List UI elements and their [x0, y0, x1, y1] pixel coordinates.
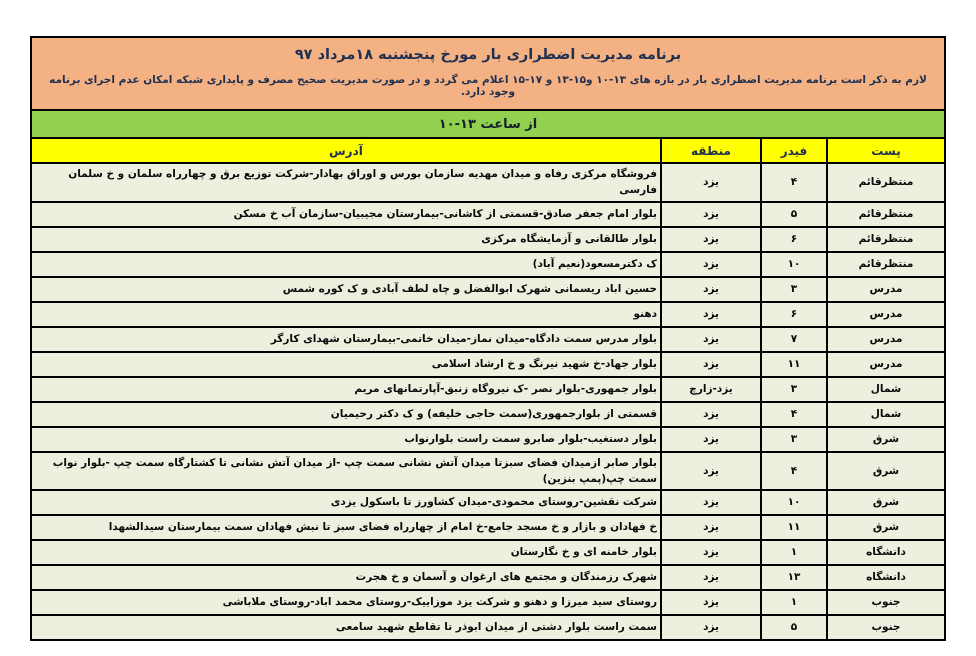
cell-feeder: ۴: [761, 163, 827, 202]
cell-address: حسین اباد ریسمانی شهرک ابوالفضل و چاه لطف آبادی و ک کوره شمس: [31, 277, 661, 302]
cell-address: ک دکترمسعود(نعیم آباد): [31, 252, 661, 277]
cell-address: بلوار مدرس سمت دادگاه-میدان نماز-میدان خاتمی-بیمارستان شهدای کارگر: [31, 327, 661, 352]
cell-region: یزد: [661, 302, 761, 327]
cell-region: یزد: [661, 565, 761, 590]
cell-post: دانشگاه: [827, 540, 945, 565]
table-row: [31, 427, 945, 452]
cell-feeder: ۵: [761, 202, 827, 227]
cell-address: دهنو: [31, 302, 661, 327]
page-subtitle: لازم به ذکر است برنامه مدیریت اضطراری بار در بازه های ۱۳-۱۰ و۱۵-۱۳ و ۱۷-۱۵ اعلام می گردد و در صورت مدیریت صحیح مصرف و پایداری شبکه امکان عدم اجرای برنامه وجود دارد.: [49, 74, 927, 98]
table-row: [31, 490, 945, 515]
table-row: [31, 540, 945, 565]
cell-region: یزد-زارچ: [661, 377, 761, 402]
table-row: [31, 227, 945, 252]
cell-region: یزد: [661, 277, 761, 302]
time-band: [31, 110, 945, 138]
table-row: [31, 402, 945, 427]
cell-region: یزد: [661, 252, 761, 277]
cell-feeder: ۴: [761, 452, 827, 491]
table-row: [31, 327, 945, 352]
cell-post: منتظرقائم: [827, 202, 945, 227]
cell-region: یزد: [661, 540, 761, 565]
table-row: [31, 202, 945, 227]
column-header-region: منطقه: [661, 138, 761, 163]
cell-address: بلوار جهاد-خ شهید نیرنگ و خ ارشاد اسلامی: [31, 352, 661, 377]
cell-post: شرق: [827, 452, 945, 491]
cell-post: مدرس: [827, 277, 945, 302]
cell-address: بلوار خامنه ای و خ نگارستان: [31, 540, 661, 565]
cell-post: شرق: [827, 427, 945, 452]
cell-address: بلوار امام جعفر صادق-قسمتی از کاشانی-بیمارستان مجیبیان-سازمان آب خ مسکن: [31, 202, 661, 227]
cell-address: فروشگاه مرکزی رفاه و میدان مهدیه سازمان بورس و اوراق بهادار-شرکت توزیع برق و چهارراه سلمان و خ سلمان فارسی: [31, 163, 661, 202]
table-row: [31, 252, 945, 277]
cell-region: یزد: [661, 490, 761, 515]
table-row: [31, 452, 945, 491]
table-row: [31, 302, 945, 327]
table-row: [31, 615, 945, 640]
page-title: برنامه مدیریت اضطراری بار مورخ پنجشنبه ۱۸مرداد ۹۷: [294, 47, 682, 63]
cell-post: شمال: [827, 377, 945, 402]
cell-address: شرکت نقشین-روستای محمودی-میدان کشاورز تا باسکول یزدی: [31, 490, 661, 515]
cell-region: یزد: [661, 590, 761, 615]
cell-post: منتظرقائم: [827, 163, 945, 202]
cell-address: روستای سید میرزا و دهنو و شرکت یزد موزاییک-روستای محمد اباد-روستای ملاباشی: [31, 590, 661, 615]
table-row: [31, 163, 945, 202]
column-header-address: آدرس: [31, 138, 661, 163]
cell-feeder: ۱۳: [761, 565, 827, 590]
document-header-band: [31, 37, 945, 110]
cell-address: قسمتی از بلوارجمهوری(سمت حاجی خلیفه) و ک دکتر رحیمیان: [31, 402, 661, 427]
cell-post: دانشگاه: [827, 565, 945, 590]
table-row: [31, 352, 945, 377]
cell-post: جنوب: [827, 615, 945, 640]
table-row: [31, 515, 945, 540]
cell-feeder: ۶: [761, 302, 827, 327]
cell-feeder: ۳: [761, 277, 827, 302]
cell-post: منتظرقائم: [827, 227, 945, 252]
table-row: [31, 565, 945, 590]
cell-region: یزد: [661, 427, 761, 452]
cell-address: بلوار دستغیب-بلوار صابرو سمت راست بلوارنواب: [31, 427, 661, 452]
cell-address: بلوار جمهوری-بلوار نصر -ک نیروگاه زنبق-آپارتمانهای مریم: [31, 377, 661, 402]
table-row: [31, 277, 945, 302]
cell-address: سمت راست بلوار دشتی از میدان ابوذر تا تقاطع شهید سامعی: [31, 615, 661, 640]
cell-post: منتظرقائم: [827, 252, 945, 277]
cell-post: مدرس: [827, 302, 945, 327]
cell-feeder: ۳: [761, 377, 827, 402]
cell-feeder: ۴: [761, 402, 827, 427]
cell-post: شرق: [827, 490, 945, 515]
table-row: [31, 590, 945, 615]
cell-feeder: ۱۰: [761, 490, 827, 515]
cell-region: یزد: [661, 515, 761, 540]
cell-region: یزد: [661, 202, 761, 227]
cell-region: یزد: [661, 352, 761, 377]
cell-feeder: ۵: [761, 615, 827, 640]
time-band-label: از ساعت ۱۳-۱۰: [31, 110, 945, 138]
cell-address: شهرک رزمندگان و مجتمع های ارغوان و آسمان و خ هجرت: [31, 565, 661, 590]
cell-feeder: ۱: [761, 540, 827, 565]
cell-address: بلوار صابر ازمیدان فضای سبزتا میدان آتش نشانی سمت چپ -از میدان آتش نشانی تا کشتارگاه سمت چپ -بلوار نواب سمت چپ(پمپ بنزین): [31, 452, 661, 491]
cell-region: یزد: [661, 327, 761, 352]
cell-post: مدرس: [827, 327, 945, 352]
cell-post: شمال: [827, 402, 945, 427]
cell-feeder: ۱: [761, 590, 827, 615]
cell-post: شرق: [827, 515, 945, 540]
cell-region: یزد: [661, 452, 761, 491]
cell-feeder: ۶: [761, 227, 827, 252]
cell-post: مدرس: [827, 352, 945, 377]
cell-region: یزد: [661, 163, 761, 202]
outage-schedule-sheet: [30, 36, 946, 641]
cell-feeder: ۳: [761, 427, 827, 452]
column-header-feeder: فیدر: [761, 138, 827, 163]
cell-region: یزد: [661, 615, 761, 640]
cell-feeder: ۱۱: [761, 515, 827, 540]
cell-address: بلوار طالقانی و آزمایشگاه مرکزی: [31, 227, 661, 252]
column-header-post: پست: [827, 138, 945, 163]
cell-region: یزد: [661, 402, 761, 427]
column-header-row: [31, 138, 945, 163]
cell-feeder: ۱۰: [761, 252, 827, 277]
outage-schedule-table: [30, 36, 946, 641]
table-row: [31, 377, 945, 402]
cell-feeder: ۷: [761, 327, 827, 352]
cell-feeder: ۱۱: [761, 352, 827, 377]
cell-address: خ فهادان و بازار و خ مسجد جامع-خ امام از چهارراه فضای سبز تا نبش فهادان سمت بیمارستان سیدالشهدا: [31, 515, 661, 540]
cell-region: یزد: [661, 227, 761, 252]
schedule-rows: [31, 163, 945, 640]
cell-post: جنوب: [827, 590, 945, 615]
